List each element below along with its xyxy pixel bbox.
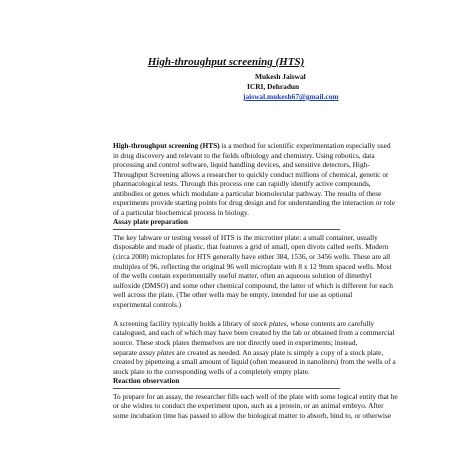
- text-line: created by pipetteing a small amount of liquid (often measured in nanoliters) from the wells of a: [113, 357, 396, 367]
- term-stock-plates: stock plates: [252, 318, 287, 328]
- text-line: stock plate to the corresponding wells of a completely empty plate.: [113, 366, 310, 376]
- section-heading-reaction-observation: Reaction observation: [113, 376, 340, 389]
- text-line: of the wells contain experimentally useful matter, often an aqueous solution of dimethyl: [113, 271, 372, 281]
- intro-term: High-throughput screening (HTS): [113, 141, 220, 150]
- text-line: in drug discovery and relevant to the fields ofbiology and chemistry. Using robotics, data: [113, 150, 375, 160]
- text-line: pharmacological tests. Through this process one can rapidly identify active compounds,: [113, 179, 371, 189]
- text-line: (circa 2008) microplates for HTS generally have either 384, 1536, or 3456 wells. These are all: [113, 252, 391, 262]
- paper-title: High-throughput screening (HTS): [147, 56, 305, 68]
- text-line: well across the plate. (The other wells may be empty, intended for use as optional: [113, 290, 353, 300]
- intro-paragraph: [113, 141, 396, 217]
- author-name: Mukesh Jaiswal: [255, 72, 306, 81]
- text-line: High-throughput screening (HTS) is a method for scientific experimentation especially used: [113, 141, 391, 150]
- paper-body: [113, 141, 398, 420]
- text-line: antibodies or genes which modulate a particular biomolecular pathway. The results of these: [113, 188, 382, 198]
- paragraph-gap: [113, 309, 340, 319]
- text-line: processing and control software, liquid handling devices, and sensitive detectors, High-: [113, 160, 370, 170]
- term-wells: wells: [346, 242, 362, 252]
- text-line: disposable and made of plastic, that features a grid of small, open divots called wells. Modern: [113, 242, 389, 252]
- text-line: source. These stock plates themselves are not directly used in experiments; instead,: [113, 337, 358, 347]
- text-line: experiments provide starting points for drug design and for understanding the interaction or role: [113, 198, 396, 208]
- text-line: catalogued, and each of which may have been created by the lab or obtained from a commercial: [113, 328, 395, 338]
- text-line: To prepare for an assay, the researcher fills each well of the plate with some logical entity that he: [113, 391, 398, 401]
- text-line: of a particular biochemical process in biology.: [113, 207, 249, 217]
- author-block: [237, 72, 437, 102]
- assay-paragraph-2: [113, 318, 396, 376]
- text-line: or she wishes to conduct the experiment upon, such as a protein, or an animal embryo. After: [113, 401, 384, 411]
- text-line: separate assay plates are created as needed. An assay plate is simply a copy of a stock plate,: [113, 347, 384, 357]
- text-line: some incubation time has passed to allow the biological matter to absorb, bind to, or otherwise: [113, 410, 391, 420]
- assay-paragraph-1: [113, 232, 393, 309]
- section-heading-assay-plate: Assay plate preparation: [113, 217, 340, 230]
- author-affiliation: ICRI, Dehradun: [247, 82, 300, 91]
- term-assay-plates: assay plates: [138, 347, 175, 357]
- text-line: The key labware or testing vessel of HTS is the microtiter plate: a small container, usually: [113, 232, 378, 242]
- text-line: Throughput Screening allows a researcher to quickly conduct millions of chemical, genetic or: [113, 169, 389, 179]
- text-line: experimental controls.): [113, 299, 182, 309]
- text-line: multiples of 96, reflecting the original 96 well microplate with 8 x 12 9mm spaced wells. Most: [113, 261, 392, 271]
- text-line: sulfoxide (DMSO) and some other chemical compound, the latter of which is different for each: [113, 280, 393, 290]
- reaction-paragraph: [113, 391, 398, 421]
- author-email-link[interactable]: jaiswal.mukesh67@gmail.com: [243, 92, 339, 101]
- text-line: A screening facility typically holds a library of stock plates, whose contents are carefully: [113, 318, 375, 328]
